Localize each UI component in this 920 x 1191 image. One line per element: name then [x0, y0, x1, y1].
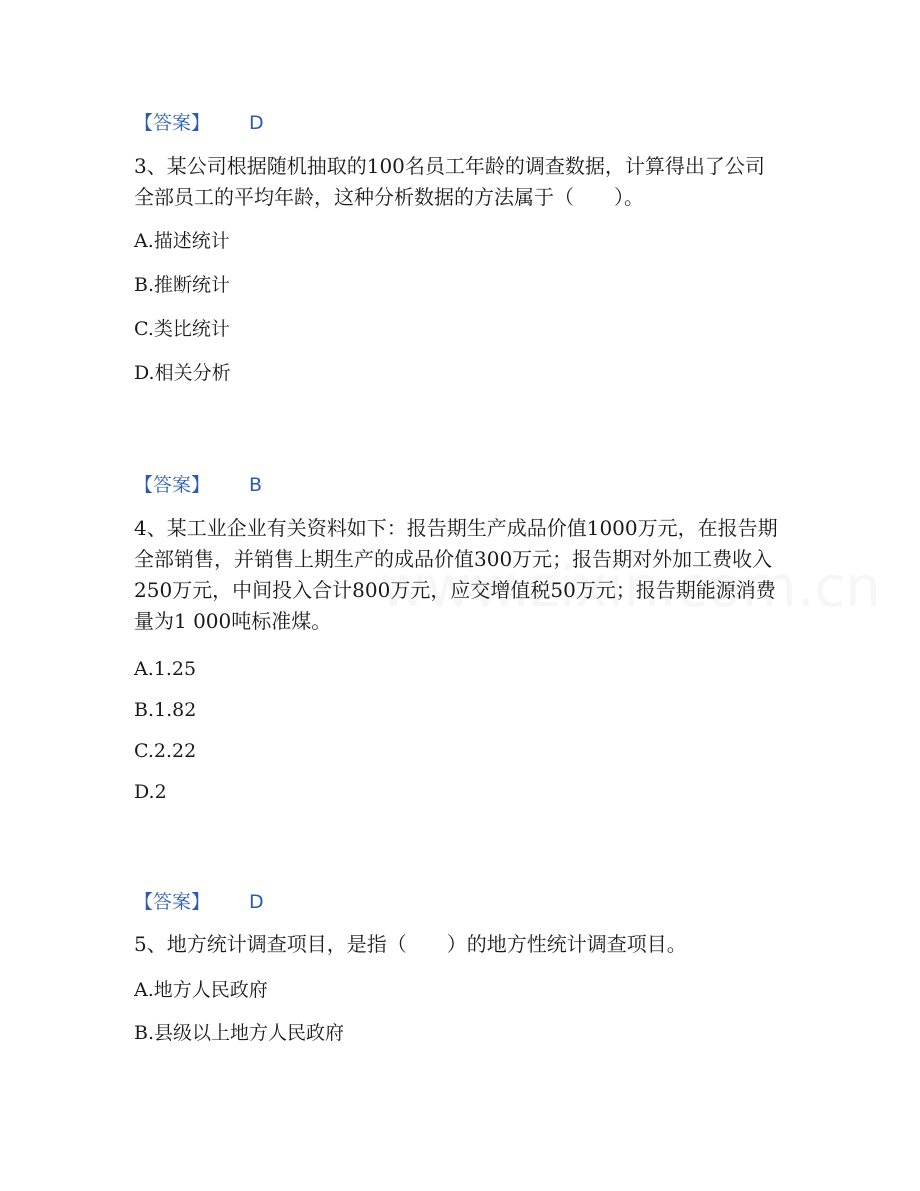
- option-d: D.2: [134, 781, 167, 803]
- answer-line: [134, 111, 264, 135]
- question-text: 4、某工业企业有关资料如下：报告期生产成品价值1000万元，在报告期全部销售，并销售上期生产的成品价值300万元；报告期对外加工费收入250万元，中间投入合计800万元，应交增值税50万元；报告期能源消费量为1 000吨标准煤。: [134, 516, 778, 633]
- answer-value: D: [249, 112, 264, 134]
- option-c: C.2.22: [134, 740, 197, 762]
- option-b: B.1.82: [134, 699, 197, 721]
- option-a: A.描述统计: [134, 230, 230, 252]
- option-d: D.相关分析: [134, 362, 231, 384]
- answer-value: D: [249, 891, 264, 913]
- option-a: A.地方人民政府: [134, 979, 268, 1001]
- option-a: A.1.25: [134, 658, 197, 680]
- answer-label: 【答案】: [134, 891, 211, 913]
- question-text: 3、某公司根据随机抽取的100名员工年龄的调查数据，计算得出了公司全部员工的平均年龄，这种分析数据的方法属于（ ）。: [134, 154, 765, 209]
- answer-label: 【答案】: [134, 112, 211, 134]
- answer-line: [134, 473, 263, 497]
- answer-line: [134, 890, 264, 914]
- answer-value: B: [249, 474, 263, 496]
- option-c: C.类比统计: [134, 318, 230, 340]
- question-text: 5、地方统计调查项目，是指（ ）的地方性统计调查项目。: [134, 932, 687, 956]
- option-b: B.县级以上地方人民政府: [134, 1022, 345, 1044]
- option-b: B.推断统计: [134, 274, 231, 296]
- answer-label: 【答案】: [134, 474, 211, 496]
